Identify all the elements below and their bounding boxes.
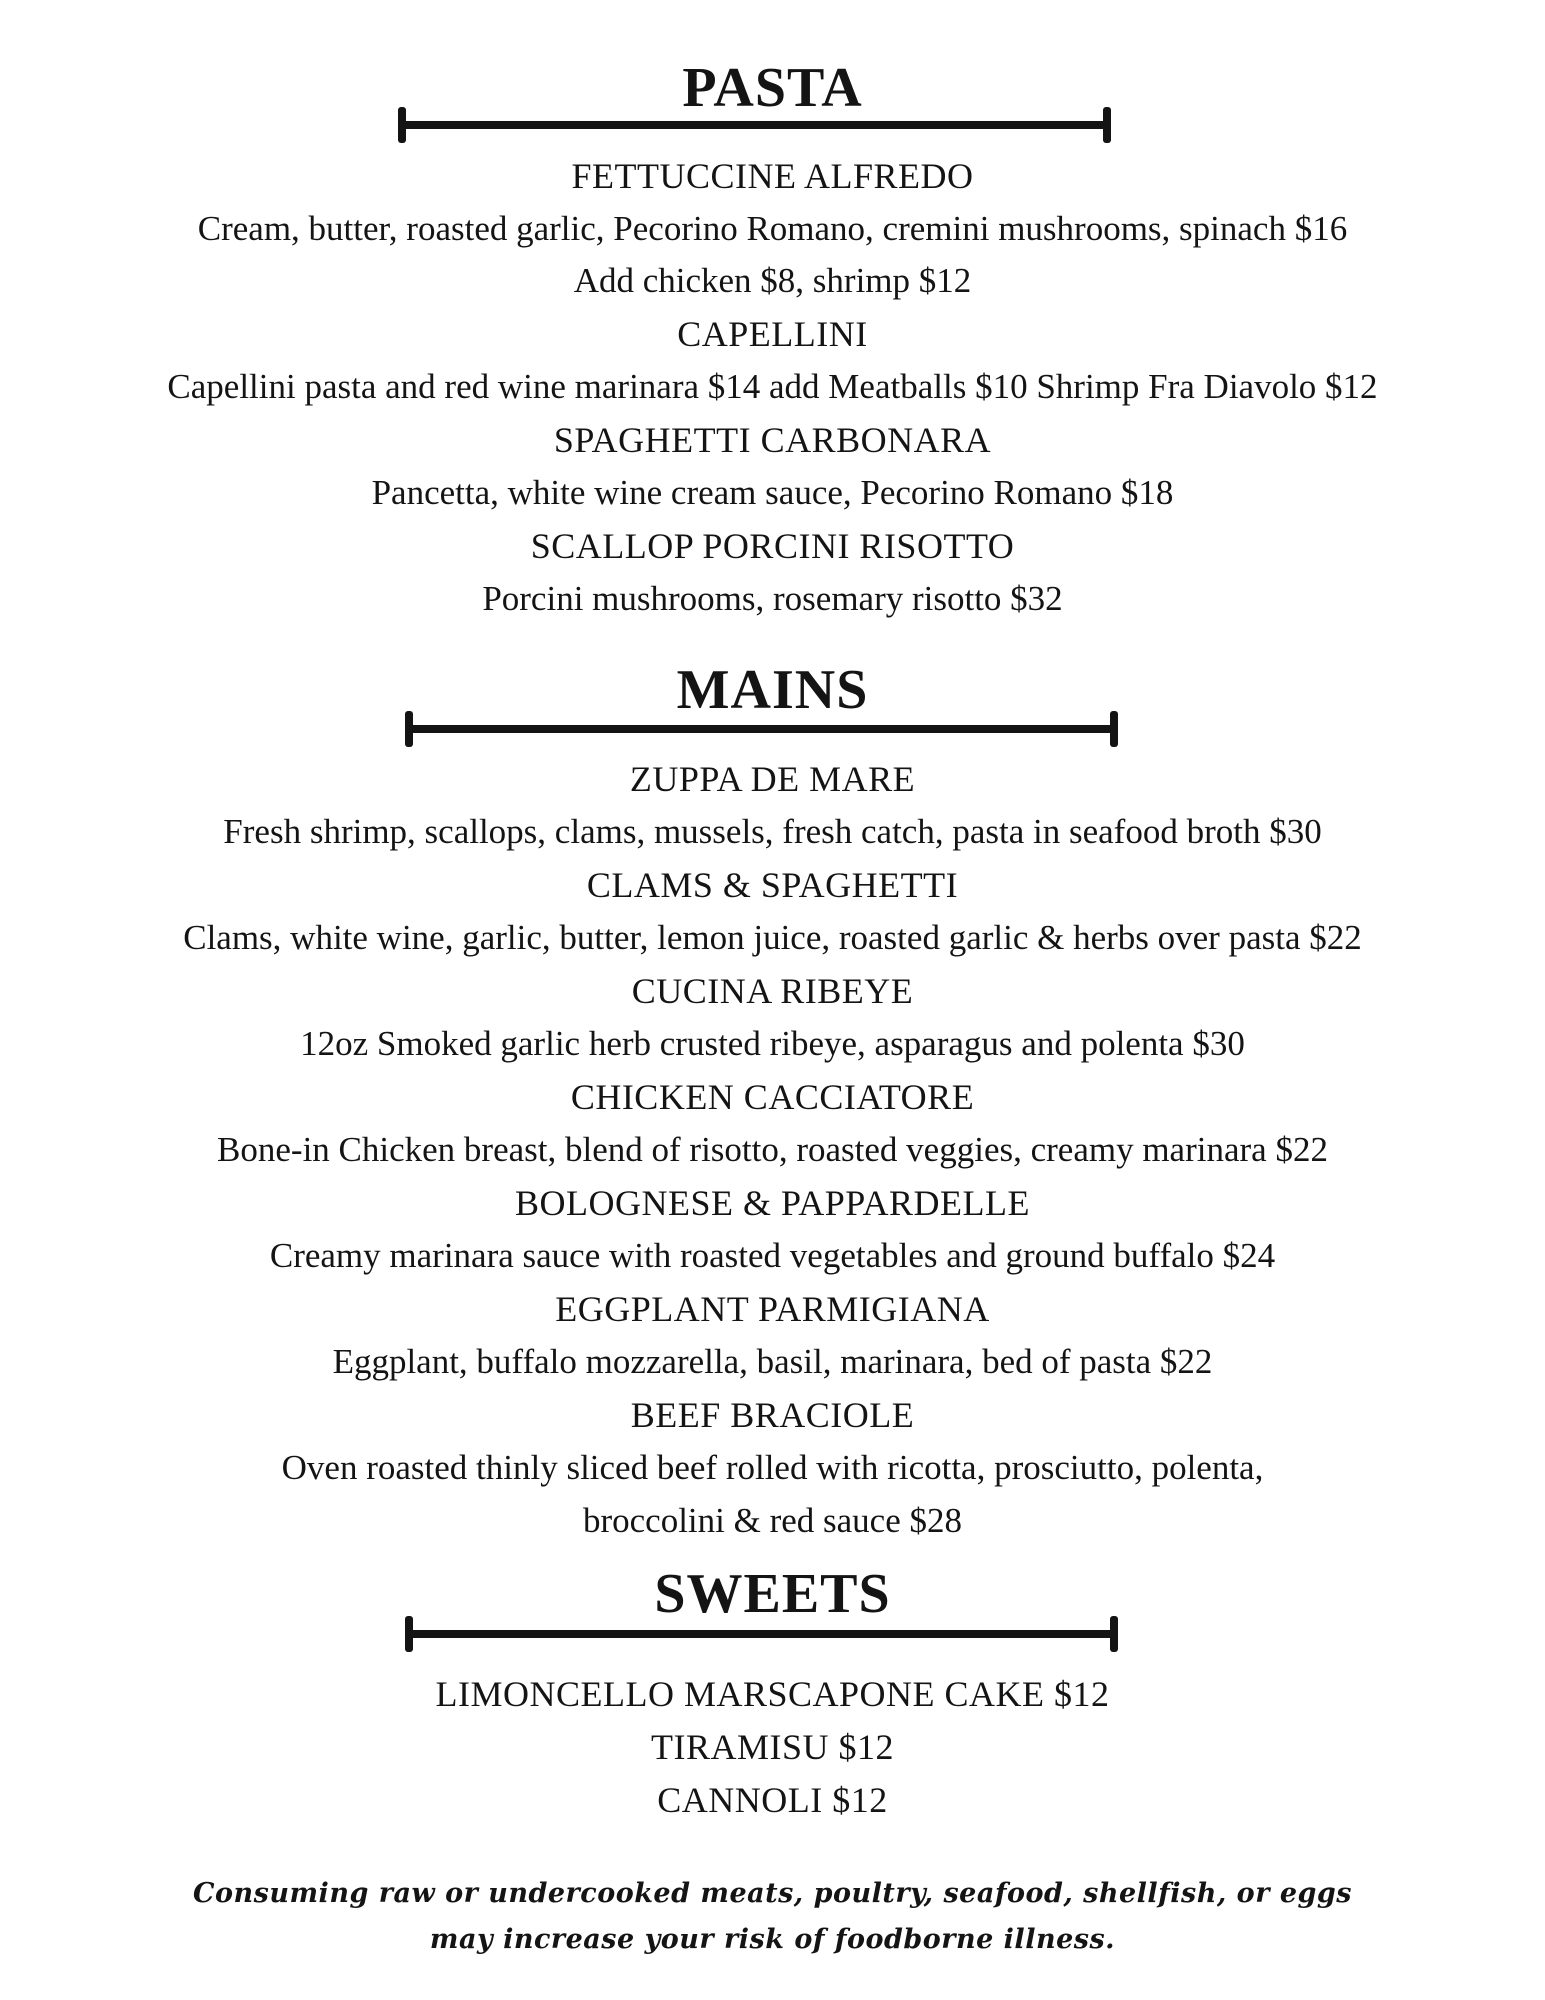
mains-item-name: CLAMS & SPAGHETTI: [586, 865, 959, 905]
mains-item-desc: Creamy marinara sauce with roasted vegetables and ground buffalo $24: [269, 1236, 1276, 1275]
dessert-item: LIMONCELLO MARSCAPONE CAKE $12: [435, 1674, 1110, 1714]
mains-item-name: ZUPPA DE MARE: [629, 759, 916, 799]
mains-item-name: CHICKEN CACCIATORE: [570, 1077, 975, 1117]
pasta-item-desc: Capellini pasta and red wine marinara $14 add Meatballs $10 Shrimp Fra Diavolo $12: [167, 367, 1378, 406]
mains-item-desc: Oven roasted thinly sliced beef rolled with ricotta, prosciutto, polenta,: [281, 1448, 1264, 1487]
mains-item-name: EGGPLANT PARMIGIANA: [555, 1289, 990, 1329]
mains-item-name: BEEF BRACIOLE: [630, 1395, 915, 1435]
mains-item-name: BOLOGNESE & PAPPARDELLE: [515, 1183, 1030, 1223]
sweets-heading: SWEETS: [654, 1563, 891, 1625]
pasta-item-desc: Cream, butter, roasted garlic, Pecorino Romano, cremini mushrooms, spinach $16: [197, 209, 1348, 248]
mains-divider: [405, 711, 1118, 747]
pasta-item-desc: Pancetta, white wine cream sauce, Pecorino Romano $18: [371, 473, 1174, 512]
pasta-heading: PASTA: [682, 57, 863, 119]
pasta-item-name: FETTUCCINE ALFREDO: [571, 156, 974, 196]
mains-item-desc-continued: broccolini & red sauce $28: [582, 1501, 963, 1540]
mains-item-desc: Bone-in Chicken breast, blend of risotto, roasted veggies, creamy marinara $22: [217, 1130, 1328, 1169]
mains-item-desc: Clams, white wine, garlic, butter, lemon juice, roasted garlic & herbs over pasta $22: [183, 918, 1362, 957]
pasta-divider: [398, 107, 1111, 143]
mains-item-desc: Fresh shrimp, scallops, clams, mussels, fresh catch, pasta in seafood broth $30: [223, 812, 1322, 851]
pasta-item-desc: Porcini mushrooms, rosemary risotto $32: [482, 579, 1063, 618]
pasta-item-name: CAPELLINI: [677, 314, 868, 354]
dessert-item: TIRAMISU $12: [650, 1727, 894, 1767]
mains-heading: MAINS: [676, 659, 869, 721]
pasta-item-name: SPAGHETTI CARBONARA: [553, 420, 992, 460]
pasta-item-name: SCALLOP PORCINI RISOTTO: [530, 526, 1015, 566]
sweets-divider: [405, 1616, 1118, 1652]
pasta-item-note: Add chicken $8, shrimp $12: [573, 261, 972, 300]
disclaimer-line: Consuming raw or undercooked meats, poultry, seafood, shellfish, or eggs: [193, 1878, 1352, 1909]
mains-item-desc: Eggplant, buffalo mozzarella, basil, marinara, bed of pasta $22: [332, 1342, 1213, 1381]
mains-item-name: CUCINA RIBEYE: [631, 971, 914, 1011]
mains-item-desc: 12oz Smoked garlic herb crusted ribeye, asparagus and polenta $30: [300, 1024, 1245, 1063]
disclaimer-line: may increase your risk of foodborne illness.: [429, 1924, 1116, 1955]
dessert-item: CANNOLI $12: [657, 1780, 888, 1820]
